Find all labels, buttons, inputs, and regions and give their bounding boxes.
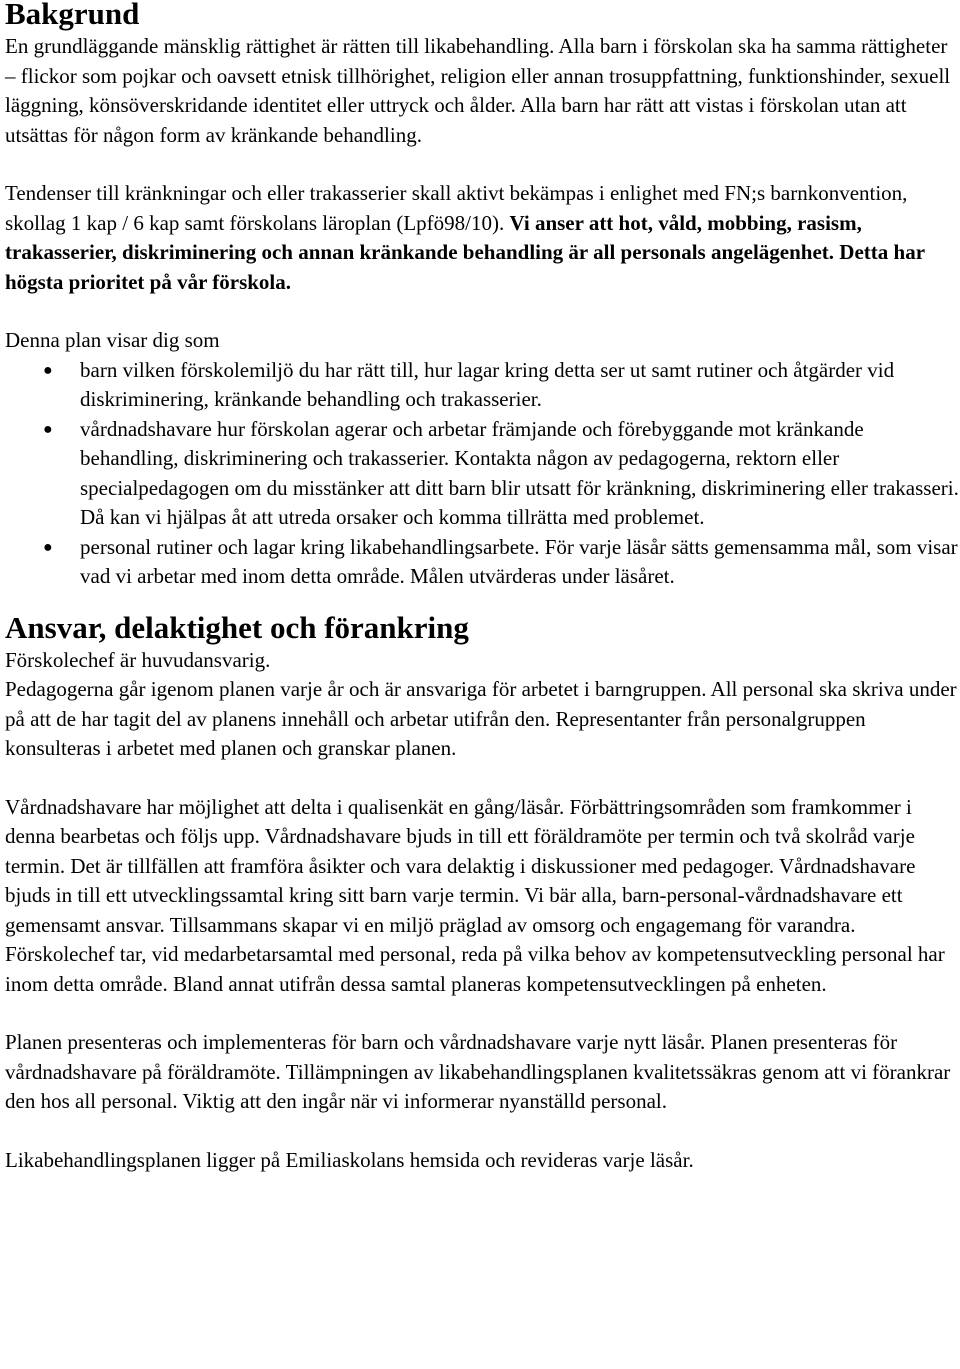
paragraph-huvudansvarig: Förskolechef är huvudansvarig.: [5, 647, 271, 672]
list-item: [5, 356, 960, 415]
spacer: [5, 764, 960, 793]
paragraph-tendenser: [5, 179, 960, 297]
list-item: [5, 533, 960, 592]
list-item-text: personal rutiner och lagar kring likabehandlingsarbete. För varje läsår sätts gemensamma mål, som visar vad vi arbetar med inom detta område. Målen utvärderas under läsåret.: [80, 534, 958, 588]
spacer: [5, 297, 960, 326]
list-item-text: vårdnadshavare hur förskolan agerar och arbetar främjande och förebyggande mot kränkande behandling, diskriminering och trakasserier. Kontakta någon av pedagogerna, rektorn eller specialpedagogen om du misstänker att ditt barn blir utsatt för kränkning, diskriminering eller trakasseri. Då kan vi hjälpas åt att utreda orsaker och komma tillrätta med problemet.: [80, 416, 959, 529]
paragraph-vardnadshavare: Vårdnadshavare har möjlighet att delta i qualisenkät en gång/läsår. Förbättringsområden som framkommer i denna bearbetas och följs upp. Vårdnadshavare bjuds in till ett föräldramöte per termin och två skolråd varje termin. Det är tillfällen att framföra åsikter och vara delaktig i diskussioner med pedagoger. Vårdnadshavare bjuds in till ett utvecklingssamtal kring sitt barn varje termin. Vi bär alla, barn-personal-vårdnadshavare ett gemensamt ansvar. Tillsammans skapar vi en miljö präglad av omsorg och engagemang för varandra.: [5, 794, 916, 937]
section-ansvar: [5, 610, 960, 1176]
heading-bakgrund: Bakgrund: [5, 0, 140, 31]
paragraph-implementering: Planen presenteras och implementeras för barn och vårdnadshavare varje nytt läsår. Planen presenteras för vårdnadshavare på föräldramöte. Tillämpningen av likabehandlingsplanen kvalitetssäkras genom att vi förankrar den hos all personal. Viktig att den ingår när vi informerar nyanställd personal.: [5, 1030, 951, 1113]
bullet-icon: ●: [43, 538, 53, 556]
spacer: [5, 150, 960, 179]
paragraph-tendenser-normal: Tendenser till kränkningar och eller trakasserier skall aktivt bekämpas i enlighet med FN;s barnkonvention, skollag 1 kap / 6 kap samt förskolans läroplan (Lpfö98/10).: [5, 181, 908, 235]
heading-ansvar: Ansvar, delaktighet och förankring: [5, 609, 469, 645]
bullet-icon: ●: [43, 420, 53, 438]
list-item-text: barn vilken förskolemiljö du har rätt till, hur lagar kring detta ser ut samt rutiner och åtgärder vid diskriminering, kränkande behandling och trakasserier.: [80, 357, 895, 411]
spacer: [5, 999, 960, 1028]
bullet-icon: ●: [43, 361, 53, 379]
paragraph-pedagogerna: Pedagogerna går igenom planen varje år och är ansvariga för arbetet i barngruppen. All personal ska skriva under på att de har tagit del av planens innehåll och arbetar utifrån den. Representanter från personalgruppen konsulteras i arbetet med planen och granskar planen.: [5, 677, 957, 760]
paragraph-tendenser-bold: Vi anser att hot, våld, mobbing, rasism, trakasserier, diskriminering och annan kränkande behandling är all personals angelägenhet. Detta har högsta prioritet på vår förskola.: [5, 210, 925, 294]
plan-audience-list: [5, 356, 960, 592]
paragraph-hemsida: Likabehandlingsplanen ligger på Emiliaskolans hemsida och revideras varje läsår.: [5, 1147, 694, 1172]
paragraph-kompetensutveckling: Förskolechef tar, vid medarbetarsamtal med personal, reda på vilka behov av kompetensutveckling personal har inom detta område. Bland annat utifrån dessa samtal planeras kompetensutvecklingen på enheten.: [5, 942, 945, 996]
paragraph-likabehandling-intro: En grundläggande mänsklig rättighet är rätten till likabehandling. Alla barn i förskolan ska ha samma rättigheter – flickor som pojkar och oavsett etnisk tillhörighet, religion eller annan trosuppfattning, funktionshinder, sexuell läggning, könsöverskridande identitet eller uttryck och ålder. Alla barn har rätt att vistas i förskolan utan att utsättas för någon form av kränkande behandling.: [5, 34, 951, 147]
list-item: [5, 415, 960, 533]
list-intro: Denna plan visar dig som: [5, 328, 220, 352]
spacer: [5, 1117, 960, 1146]
